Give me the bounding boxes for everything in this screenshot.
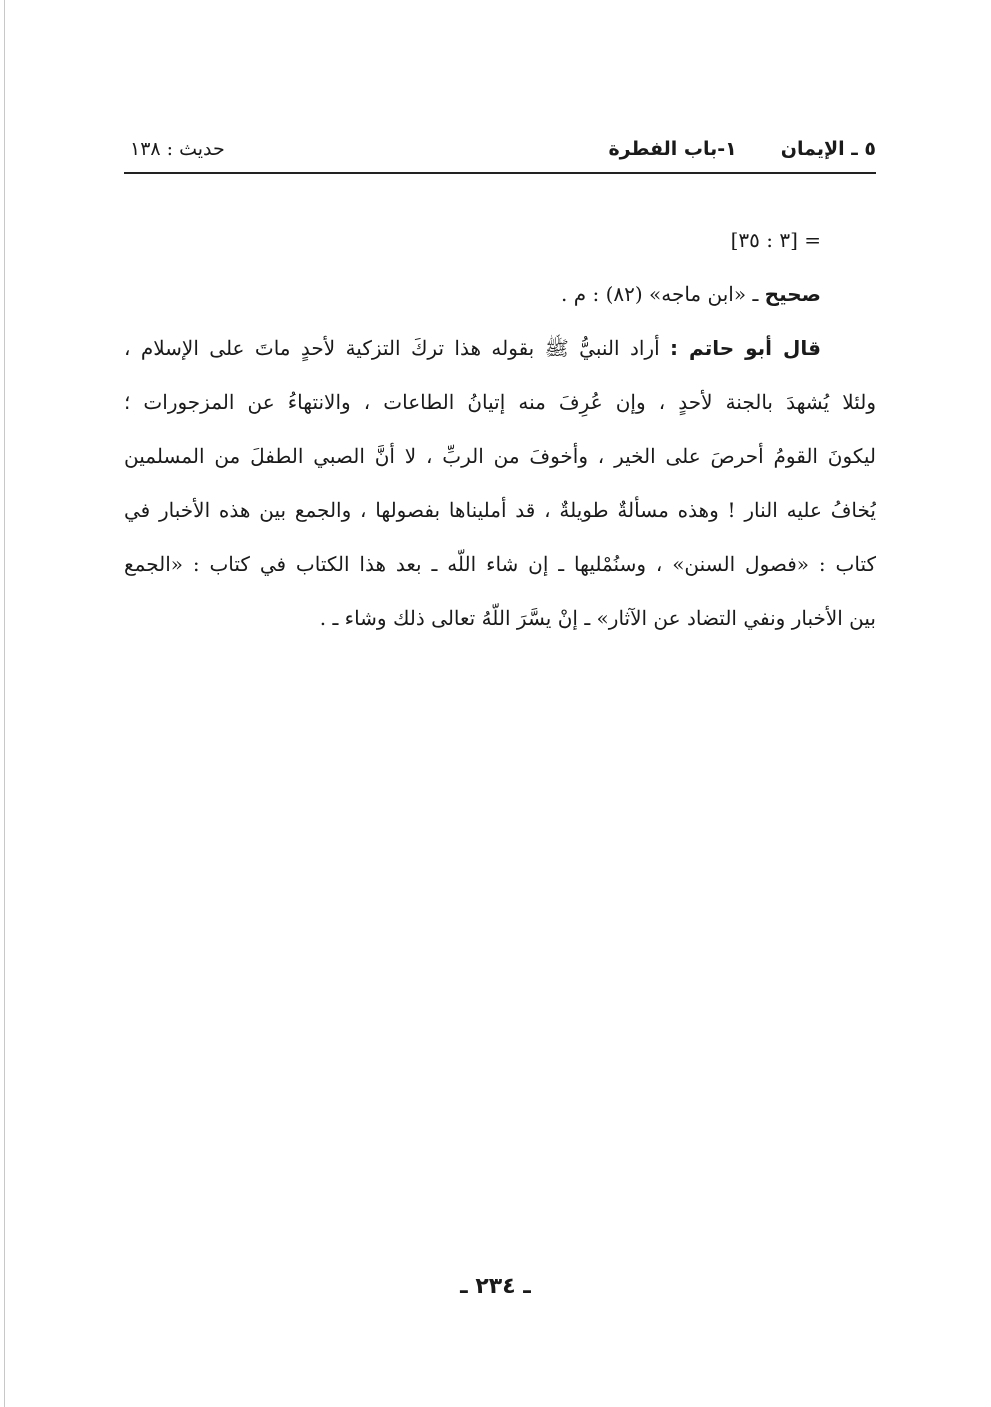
commentary-line-5: كتاب : «فصول السنن» ، وسنُمْليها ـ إن شاء اللّه ـ بعد هذا الكتاب في كتاب : «الجمع — [124, 552, 876, 576]
commentary-line-4: يُخافُ عليه النار ! وهذه مسألةٌ طويلةٌ ، قد أمليناها بفصولها ، والجمع بين هذه الأخبار في — [124, 498, 876, 522]
grade-label: صحيح — [764, 282, 821, 306]
commentary-line-6: بين الأخبار ونفي التضاد عن الآثار» ـ إنْ يسَّرَ اللّهُ تعالى ذلك وشاء ـ . — [319, 606, 876, 630]
commentary-text-1: أراد النبيُّ ﷺ بقوله هذا تركَ التزكية لأحدٍ ماتَ على الإسلام ، — [124, 336, 671, 360]
reference-line: = [٣ : ٣٥] — [730, 228, 821, 252]
chapter-title: ٥ ـ الإيمان — [780, 138, 876, 160]
commentary-line-3: ليكونَ القومُ أحرصَ على الخير ، وأخوفَ من الربِّ ، لا أنَّ الصبي الطفلَ من المسلمين — [124, 444, 876, 468]
grade-line — [124, 270, 876, 324]
section-title: ١-باب الفطرة — [608, 138, 737, 160]
grade-source: ـ «ابن ماجه» (٨٢) : م . — [561, 282, 765, 306]
header-titles — [608, 138, 876, 160]
header-rule — [124, 172, 876, 174]
hadith-number: حديث : ١٣٨ — [130, 138, 225, 160]
running-header — [124, 138, 876, 172]
commentary-line-1 — [124, 324, 876, 378]
speaker-name: قال أبو حاتم : — [670, 336, 821, 360]
page-number: ـ ٢٣٤ ـ — [460, 1274, 531, 1299]
commentary-line-2: ولئلا يُشهدَ بالجنة لأحدٍ ، وإن عُرِفَ منه إتيانُ الطاعات ، والانتهاءُ عن المزجورات ؛ — [124, 390, 876, 414]
main-text — [124, 216, 876, 648]
scan-edge-line — [4, 0, 5, 1407]
